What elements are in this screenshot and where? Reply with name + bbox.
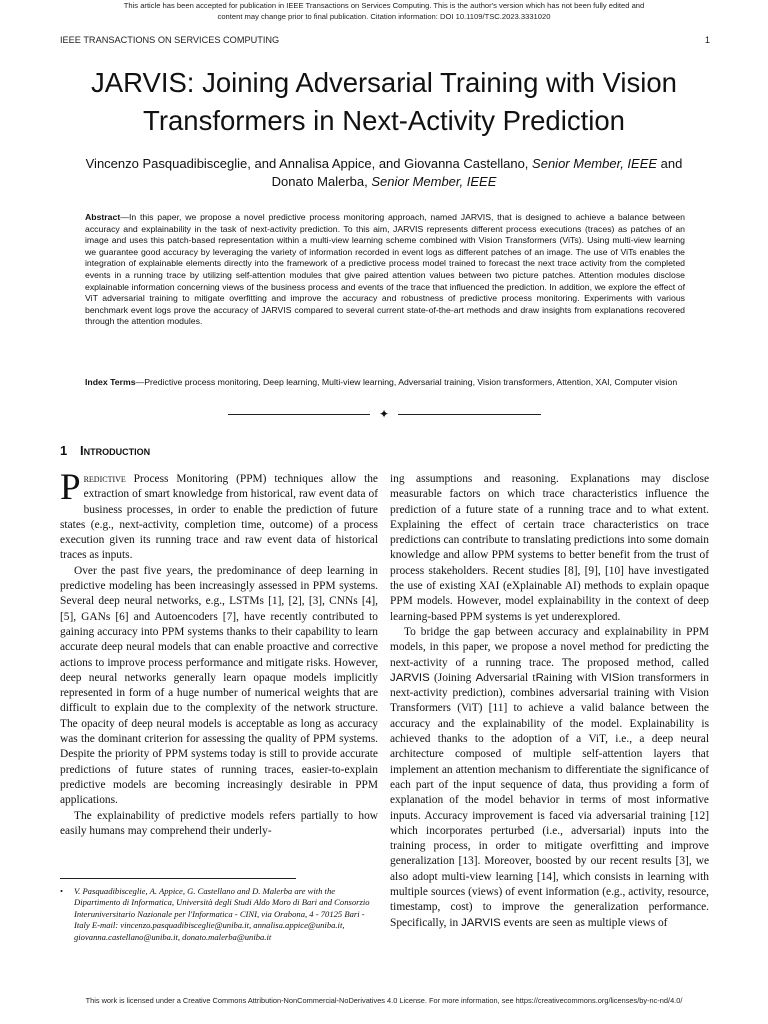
index-terms-label: Index Terms [85,377,136,387]
abstract-text: —In this paper, we propose a novel predictive process monitoring approach, named JARVIS, that is designed to achieve a balance between accuracy and explainability in the task of next-activity prediction. To this aim, JARVIS represents different process executions (traces) as patches of an image and uses this patch-based representation within a multi-view learning scheme combined with Vision Transformers (ViTs). Using multi-view learning we guarantee good accuracy by leveraging the variety of information recorded in event logs as different patches of an image. The use of ViTs enables the integration of explainable elements directly into the framework of a predictive process model trained to forecast the next trace activity from the completed events in a running trace by utilizing self-attention modules that give paired attention values between two picture patches. Attention modules disclose explainable information concerning views of the business process and events of the trace that influenced the prediction. In addition, we explore the effect of ViT adversarial training to mitigate overfitting and improve the accuracy and robustness of predictive process monitoring. Experiments with various benchmark event logs prove the accuracy of JARVIS compared to several current state-of-the-art methods and draw insights from explanations recovered through the attention modules. [85,212,685,327]
separator-diamond-icon: ✦ [378,407,390,421]
author-role-2: Senior Member, IEEE [371,174,497,189]
index-terms-text: —Predictive process monitoring, Deep learning, Multi-view learning, Adversarial training, Vision transformers, Attention, XAI, Computer vision [135,377,678,387]
paragraph: The explainability of predictive models refers partially to how easily humans may comprehend their underly- [60,809,378,837]
license-notice: This work is licensed under a Creative Commons Attribution-NonCommercial-NoDerivatives 4.0 License. For more information, see https://creativecommons.org/licenses/by-nc-nd/4.0/ [85,996,683,1005]
abstract-label: Abstract [85,212,121,222]
paragraph: ing assumptions and reasoning. Explanations may disclose measurable factors on which trace characteristics influence the prediction of a future state of a running trace and to what extent. Explaining the effect of certain trace characteristics on trace predictions can contribute to translating predictions into some domain knowledge and allow PPM systems to better benefit from the trust of process stakeholders. Recent studies [8], [9], [10] have investigated the use of existing XAI (eXplainable AI) methods to explain opaque PPM models. However, model explainability in the context of deep learning-based PPM systems is yet underexplored. [390,473,709,623]
notice-line-2: content may change prior to final publication. Citation information: DOI 10.1109/TSC.2023.3331020 [217,12,551,21]
footnote-bullet: • [60,886,64,896]
section-title: Introduction [80,443,151,458]
jarvis-name: JARVIS [390,671,430,684]
author-role-1: Senior Member, IEEE [532,156,658,171]
right-column [390,472,709,931]
paragraph: Over the past five years, the predominance of deep learning in predictive modeling has been increasingly assessed in PPM systems. Several deep neural networks, e.g., LSTMs [1], [2], [3], CNNs [4], [5], GANs [6] and Autoencoders [7], have recently contributed to gaining accuracy into PPM systems thanks to their capability to learn accurate deep neural models that can enable proactive and corrective actions to improve process performance and mitigate risks. However, deep neural networks generally learn opaque models implicitly represented in form of a huge number of numerical weights that are difficult to explain due to the complexity of the network structure. The opacity of deep neural models is acceptable as long as accuracy was the dominant criterion for assessing the quality of PPM systems. Despite the priority of PPM systems today is still to provide accurate predictions of future states of running traces, easier-to-explain predictive models are becoming increasingly desirable in PPM applications. [60,564,378,807]
publication-notice [0,0,768,22]
author-list [40,155,728,191]
footnote-text: V. Pasquadibisceglie, A. Appice, G. Castellano and D. Malerba are with the Dipartimento di Informatica, Università degli Studi Aldo Moro di Bari and Consorzio Interuniversitario Nazionale per l'Informatica - CINI, via Orabona, 4 - 70125 Bari - Italy E-mail: vincenzo.pasquadibisceglie@uniba.it, annalisa.appice@uniba.it, giovanna.castellano@uniba.it, donato.malerba@uniba.it [74,886,370,942]
paragraph-text: events are seen as multiple views of [500,916,668,929]
acronym-letter: R [535,671,544,684]
index-terms [85,376,685,388]
paper-title: JARVIS: Joining Adversarial Training with Vision Transformers in Next-Activity Prediction [91,67,677,136]
journal-name: IEEE TRANSACTIONS ON SERVICES COMPUTING [60,35,280,45]
paragraph-text: (Joining [429,671,476,684]
paragraph [390,625,709,931]
paragraph-text: To bridge the gap between accuracy and explainability in PPM models, in this paper, we propose a novel method for predicting the next-activity of a running trace. The proposed method, called [390,625,709,669]
section-number: 1 [60,443,68,458]
authors-part-3: Donato Malerba, [271,174,368,189]
footnote-rule [60,878,296,879]
running-header [60,35,710,47]
paragraph-text: dversarial t [483,671,536,684]
authors-and: and [660,156,683,171]
acronym-letter: A [475,671,484,684]
paragraph-text: aining with [543,671,602,684]
acronym-letter: VIS [601,671,620,684]
notice-line-1: This article has been accepted for publication in IEEE Transactions on Services Computing. This is the author's version which has not been fully edited and [123,1,645,10]
abstract [85,212,685,328]
paragraph [60,467,378,564]
footnote [60,886,378,943]
small-caps-word: redictive [83,473,126,485]
paragraph-text: Process Monitoring (PPM) techniques allow the extraction of smart knowledge from historical, raw event data of business processes, in order to enable the prediction of future states (e.g., next-activity, completion time, outcome) of a process execution given its running trace and raw event data of historical traces as inputs. [60,473,378,562]
separator-line-left [228,414,370,415]
authors-part-1: Vincenzo Pasquadibisceglie, and Annalisa Appice, and Giovanna Castellano, [85,156,529,171]
left-column [60,467,378,839]
page-number: 1 [704,35,710,45]
section-heading [60,443,150,458]
paragraph-text: ion transformers in next-activity prediction), combines adversarial training with Vision Transformers (ViT) [11] to achieve a valid balance between the accuracy and the explainability of the model. Explainability is achieved thanks to the adoption of a ViT, i.e., a deep neural architecture composed of multiple self-attention layers that implement an attention mechanism to differentiate the significance of each part of the input sequence of data, thus providing a form of explanation of the model behavior in terms of most informative inputs. Accuracy improvement is faced via adversarial training [12] which incorporates perturbed (i.e., adversarial) inputs into the training process, in order to mitigate overfitting and improve generalization [13]. Moreover, boosted by our recent results [3], we also adopt multi-view learning [14], which consists in learning with multiple sources (views) of event information (e.g., activity, resource, timestamp, cost) to improve the generalization performance. Specifically, in [390,671,709,929]
separator-line-right [398,414,541,415]
drop-cap: P [60,467,81,508]
jarvis-name: JARVIS [461,916,501,929]
